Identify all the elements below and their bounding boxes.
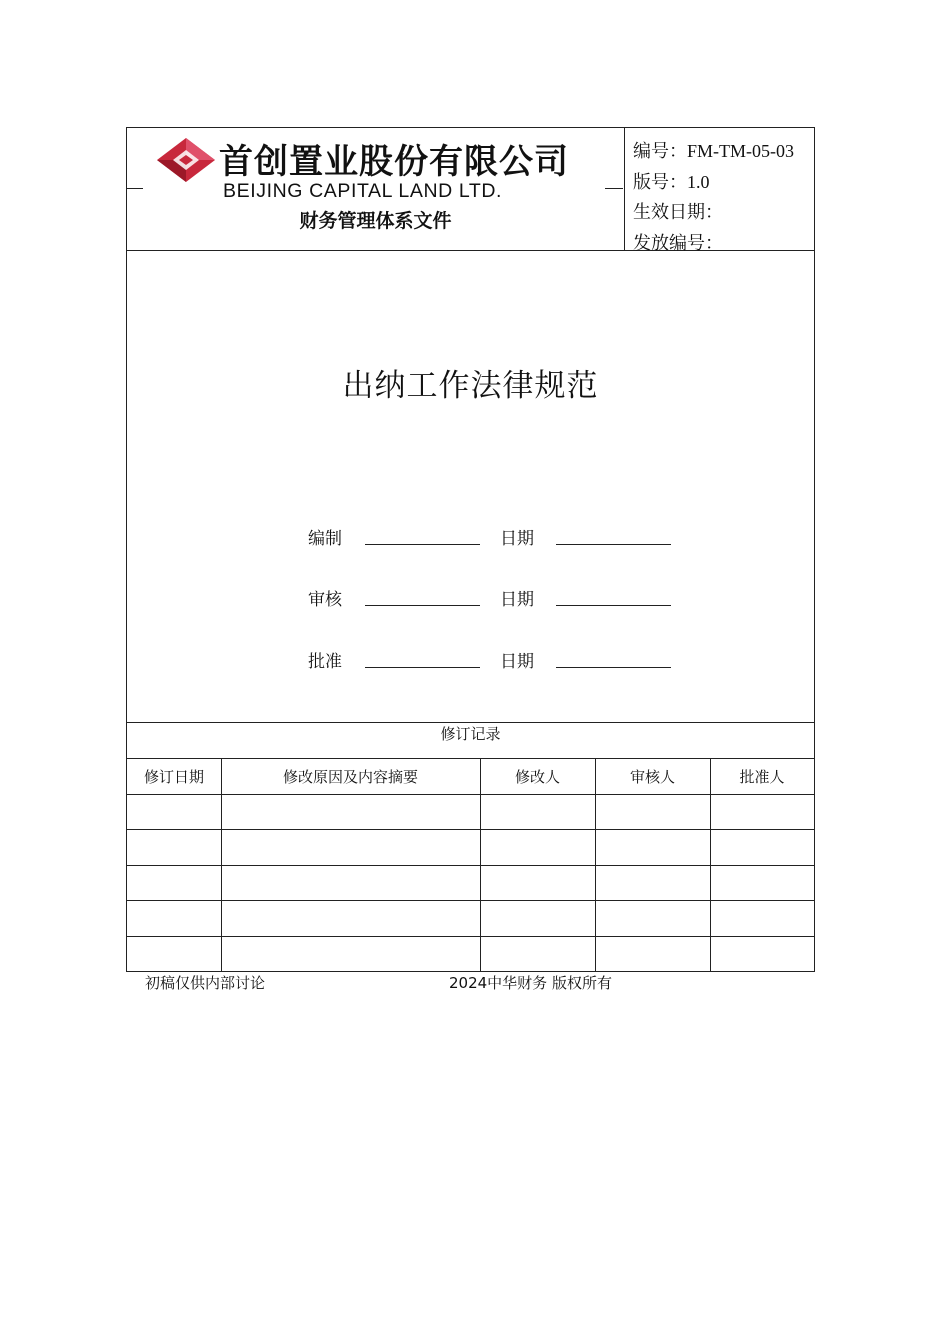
doc-number: 编号：FM-TM-05-03 <box>633 141 794 161</box>
signature-label: 编制 <box>308 529 342 549</box>
company-logo <box>153 134 593 200</box>
signature-line[interactable] <box>365 544 480 545</box>
date-line[interactable] <box>556 544 671 545</box>
effective-date: 生效日期： <box>633 202 723 222</box>
date-label: 日期 <box>500 652 534 672</box>
logo-rule-left <box>127 188 143 189</box>
date-line[interactable] <box>556 667 671 668</box>
table-column-rule <box>710 758 711 972</box>
document-meta <box>633 136 794 258</box>
document-frame <box>126 127 815 972</box>
system-document-label: 财务管理体系文件 <box>299 210 452 232</box>
date-label: 日期 <box>500 590 534 610</box>
signature-line[interactable] <box>365 605 480 606</box>
column-header-revision-date: 修订日期 <box>143 768 204 786</box>
column-header-reviewer: 审核人 <box>629 768 675 786</box>
signature-label: 审核 <box>308 590 342 610</box>
header-divider <box>624 128 625 250</box>
table-column-rule <box>480 758 481 972</box>
logo-pyramid-icon <box>153 134 219 190</box>
column-header-approver: 批准人 <box>739 768 785 786</box>
doc-version: 版号：1.0 <box>633 171 710 192</box>
logo-rule-right <box>605 188 623 189</box>
date-label: 日期 <box>500 529 534 549</box>
date-line[interactable] <box>556 605 671 606</box>
signature-line[interactable] <box>365 667 480 668</box>
document-title: 出纳工作法律规范 <box>342 368 599 404</box>
signature-label: 批准 <box>308 652 342 672</box>
table-column-rule <box>221 758 222 972</box>
table-column-rule <box>595 758 596 972</box>
company-name-cn: 首创置业股份有限公司 <box>219 142 569 182</box>
company-name-en: BEIJING CAPITAL LAND LTD. <box>223 180 503 202</box>
column-header-modifier: 修改人 <box>514 768 560 786</box>
revision-title: 修订记录 <box>440 725 501 743</box>
issue-number: 发放编号： <box>633 232 723 253</box>
footer-right: 2024中华财务 版权所有 <box>449 974 612 992</box>
column-header-change-summary: 修改原因及内容摘要 <box>282 768 418 786</box>
footer-left: 初稿仅供内部讨论 <box>145 974 266 992</box>
